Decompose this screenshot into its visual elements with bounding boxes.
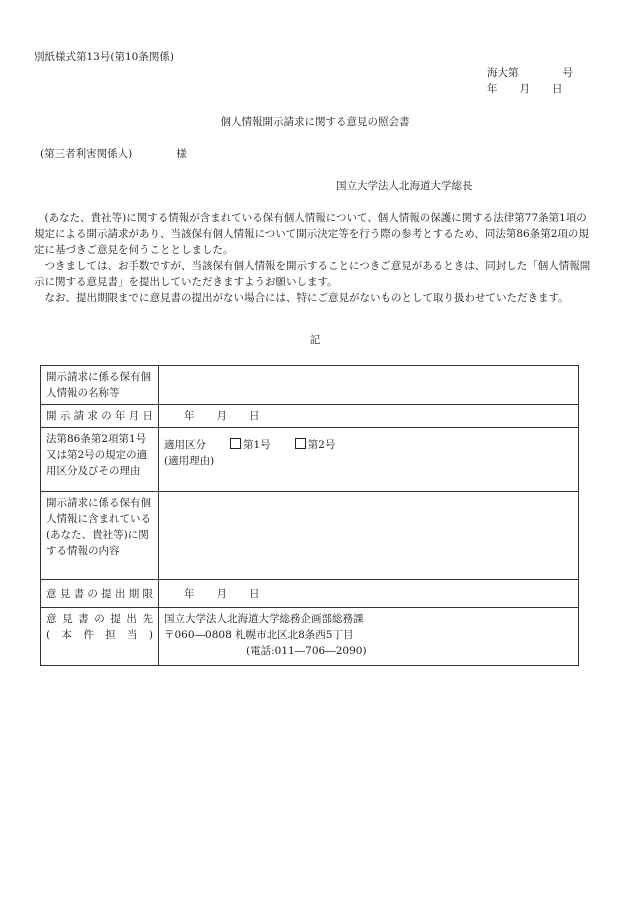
issue-year: 年 [487,83,498,95]
destination-address: 〒060―0808 札幌市北区北8条西5丁目 [164,629,354,641]
table-row [41,428,579,492]
table-row [41,405,579,428]
submit-to-label: 意見書の提出先 [46,613,153,625]
ref-prefix: 海大第 [487,67,519,79]
option-1-label: 第1号 [243,439,271,451]
body-text [34,210,594,306]
option-2-label: 第2号 [307,439,336,451]
category-label: 適用区分 [164,439,206,451]
row-value-request-date [159,405,579,428]
issue-date [487,82,563,96]
table-row [41,366,579,405]
body-paragraph-1: (あなた、貴社等)に関する情報が含まれている保有個人情報について、個人情報の保護に関する法律第77条第1項の規定による開示請求があり、当該保有個人情報について開示決定等を行う際の参考とするため、同法第86条第2項の規定に基づきご意見を伺うこととしました。 [34,212,589,256]
sender: 国立大学法人北海道大学総長 [336,180,473,192]
row-label-deadline: 意見書の提出期限 [41,580,159,608]
reference-number [487,66,573,80]
row-label-request-date: 開示請求の年月日 [41,405,159,428]
request-info-table [40,365,579,666]
row-value-info-content [159,492,579,580]
row-value-deadline [159,580,579,608]
body-paragraph-2: つきましては、お手数ですが、当該保有個人情報を開示することにつきご意見があるときは、同封した「個人情報開示に関する意見書」を提出していただきますようお願いします。 [34,260,591,288]
issue-month: 月 [519,83,530,95]
table-row [41,608,579,666]
row-label-category: 法第86条第2項第1号又は第2号の規定の適用区分及びその理由 [41,428,159,492]
destination-phone: (電話:011―706―2090) [246,645,367,657]
deadline-year: 年 [184,587,195,600]
deadline-day: 日 [249,587,260,600]
row-label-info-name: 開示請求に係る保有個人情報の名称等 [41,366,159,405]
checkbox-option-2[interactable] [295,438,306,449]
table-row [41,492,579,580]
request-month: 月 [216,410,227,422]
row-value-submit-to [159,608,579,666]
issue-day: 日 [552,83,563,95]
addressee-honorific: 様 [176,148,187,160]
form-number: 別紙様式第13号(第10条関係) [34,51,174,63]
table-row [41,580,579,608]
row-label-submit-to [41,608,159,666]
row-value-info-name [159,366,579,405]
request-year: 年 [184,410,195,422]
deadline-month: 月 [216,587,227,600]
addressee-label: (第三者利害関係人) [40,148,133,160]
ki-marker: 記 [309,334,321,346]
addressee [40,147,187,161]
body-paragraph-3: なお、提出期限までに意見書の提出がない場合には、特にご意見がないものとして取り扱わせていただきます。 [44,292,569,304]
document-title: 個人情報開示請求に関する意見の照会書 [220,116,410,128]
row-label-info-content: 開示請求に係る保有個人情報に含まれている(あなた、貴社等)に関する情報の内容 [41,492,159,580]
request-day: 日 [249,410,260,422]
checkbox-option-1[interactable] [230,438,241,449]
ref-suffix: 号 [562,67,573,79]
destination-name: 国立大学法人北海道大学総務企画部総務課 [164,613,364,625]
submit-to-sublabel: (本件担当) [46,629,153,641]
reason-label: (適用理由) [164,455,215,467]
row-value-category [159,428,579,492]
